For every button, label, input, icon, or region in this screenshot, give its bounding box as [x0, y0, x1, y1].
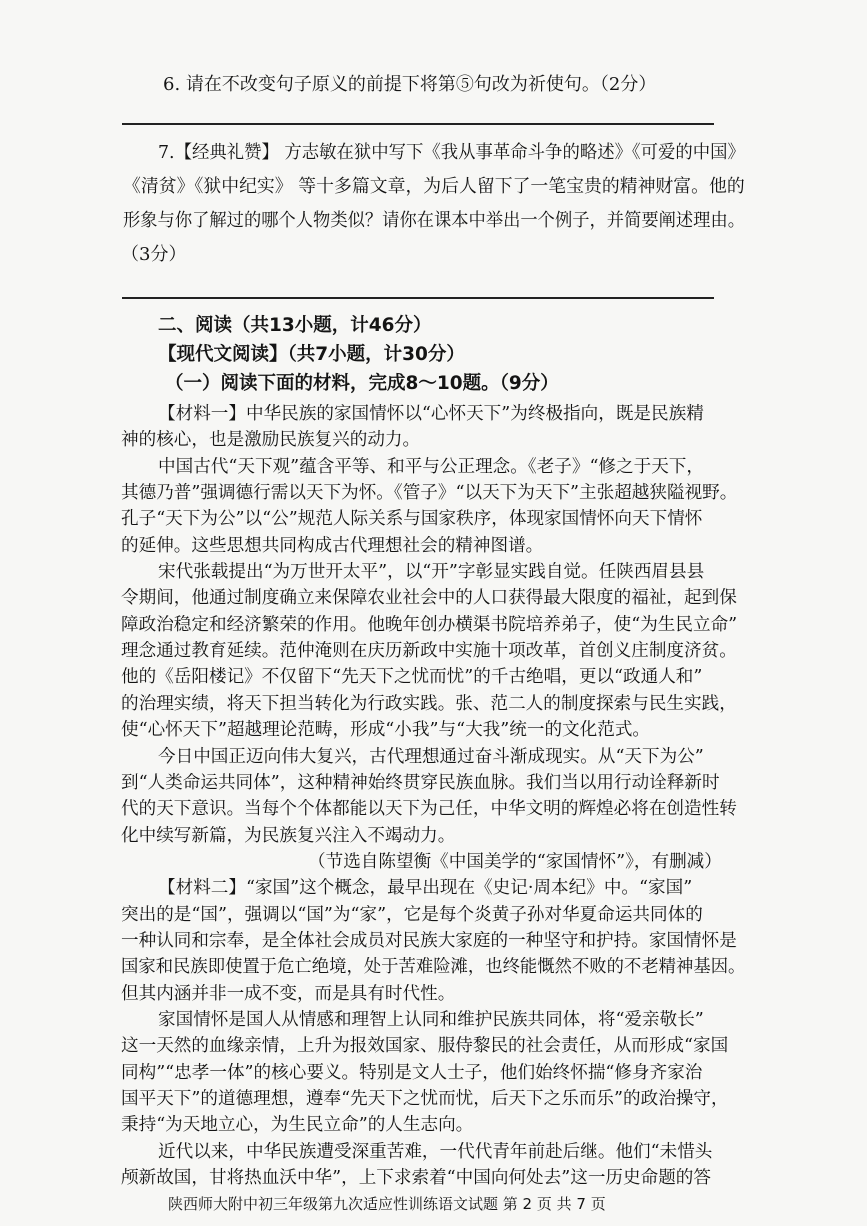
paragraph-line: 今日中国正迈向伟大复兴，古代理想通过奋斗渐成现实。从“天下为公” [158, 746, 704, 767]
paragraph-line: 近代以来，中华民族遭受深重苦难，一代代青年前赴后继。他们“未惜头 [158, 1141, 713, 1162]
paragraph-line: 【材料二】“家国”这个概念，最早出现在《史记·周本纪》中。“家国” [158, 878, 693, 899]
source-citation: （节选自陈望衡《中国美学的“家国情怀”》，有删减） [308, 851, 722, 872]
part-title: （一）阅读下面的材料，完成8～10题。（9分） [165, 373, 559, 394]
page-footer: 陕西师大附中初三年级第九次适应性训练语文试题 第 2 页 共 7 页 [168, 1195, 606, 1213]
paragraph-line: 颅新故国，甘将热血沃中华”，上下求索着“中国向何处去”这一历史命题的答 [121, 1168, 711, 1188]
paragraph-line: 神的核心，也是激励民族复兴的动力。 [121, 430, 421, 451]
question-6: 6. 请在不改变句子原义的前提下将第⑤句改为祈使句。（2分） [163, 74, 657, 95]
paragraph-line: 一种认同和宗奉，是全体社会成员对民族大家庭的一种坚守和护持。家国情怀是 [121, 930, 737, 951]
paragraph-line: 令期间，他通过制度确立来保障农业社会中的人口获得最大限度的福祉，起到保 [121, 588, 737, 609]
subsection-title: 【现代文阅读】（共7小题，计30分） [158, 344, 465, 365]
paragraph-line: 同构”“忠孝一体”的核心要义。特别是文人士子，他们始终怀揣“修身齐家治 [121, 1062, 703, 1083]
paragraph-line: 其德乃普”强调德行需以天下为怀。《管子》“以天下为天下”主张超越狭隘视野。 [121, 483, 738, 503]
paragraph-line: 的治理实绩，将天下担当转化为行政实践。张、范二人的制度探索与民生实践， [121, 693, 737, 714]
paragraph-line: 突出的是“国”，强调以“国”为“家”，它是每个炎黄子孙对华夏命运共同体的 [121, 904, 703, 925]
paragraph-line: 到“人类命运共同体”，这种精神始终贯穿民族血脉。我们当以用行动诠释新时 [121, 772, 720, 793]
paragraph-line: 使“心怀天下”超越理论范畴，形成“小我”与“大我”统一的文化范式。 [121, 720, 651, 741]
question-7-line-2: 《清贫》《狱中纪实》 等十多篇文章，为后人留下了一笔宝贵的精神财富。他的 [123, 176, 745, 197]
paragraph-line: 中国古代“天下观”蕴含平等、和平与公正理念。《老子》“修之于天下， [158, 456, 704, 477]
paragraph-line: 秉持“为天地立心，为生民立命”的人生志向。 [121, 1115, 474, 1136]
paragraph-line: 他的《岳阳楼记》不仅留下“先天下之忧而忧”的千古绝唱，更以“政通人和” [121, 667, 703, 688]
paragraph-line: 代的天下意识。当每个个体都能以天下为己任，中华文明的辉煌必将在创造性转 [121, 799, 737, 820]
paragraph-line: 这一天然的血缘亲情，上升为报效国家、服侍黎民的社会责任，从而形成“家国 [121, 1036, 729, 1057]
paragraph-line: 国平天下”的道德理想，遵奉“先天下之忧而忧，后天下之乐而乐”的政治操守， [121, 1089, 729, 1109]
paragraph-line: 宋代张载提出“为万世开太平”，以“开”字彰显实践自觉。任陕西眉县县 [158, 562, 705, 583]
paragraph-line: 理念通过教育延续。范仲淹则在庆历新政中实施十项改革，首创义庄制度济贫。 [121, 641, 737, 662]
paragraph-line: 化中续写新篇，为民族复兴注入不竭动力。 [121, 825, 456, 846]
answer-line-7[interactable] [122, 297, 714, 299]
section-title: 二、阅读（共13小题，计46分） [158, 315, 432, 336]
paragraph-line: 【材料一】中华民族的家国情怀以“心怀天下”为终极指向，既是民族精 [158, 404, 704, 424]
paragraph-line: 家国情怀是国人从情感和理智上认同和维护民族共同体，将“爱亲敬长” [158, 1009, 704, 1030]
paragraph-line: 障政治稳定和经济繁荣的作用。他晚年创办横渠书院培养弟子，使“为生民立命” [121, 614, 738, 635]
question-7-line-1: 7.【经典礼赞】 方志敏在狱中写下《我从事革命斗争的略述》《可爱的中国》 [158, 142, 745, 163]
question-7-line-3: 形象与你了解过的哪个人物类似？请你在课本中举出一个例子，并简要阐述理由。 [123, 210, 746, 231]
paragraph-line: 但其内涵并非一成不变，而是具有时代性。 [121, 983, 456, 1004]
answer-line-6[interactable] [122, 123, 714, 125]
paragraph-line: 孔子“天下为公”以“公”规范人际关系与国家秩序，体现家国情怀向天下情怀 [121, 509, 703, 530]
paragraph-line: 国家和民族即使置于危亡绝境，处于苦难险滩，也终能慨然不败的不老精神基因。 [121, 957, 746, 978]
paragraph-line: 的延伸。这些思想共同构成古代理想社会的精神图谱。 [121, 535, 544, 556]
question-7-line-4: （3分） [121, 244, 187, 265]
